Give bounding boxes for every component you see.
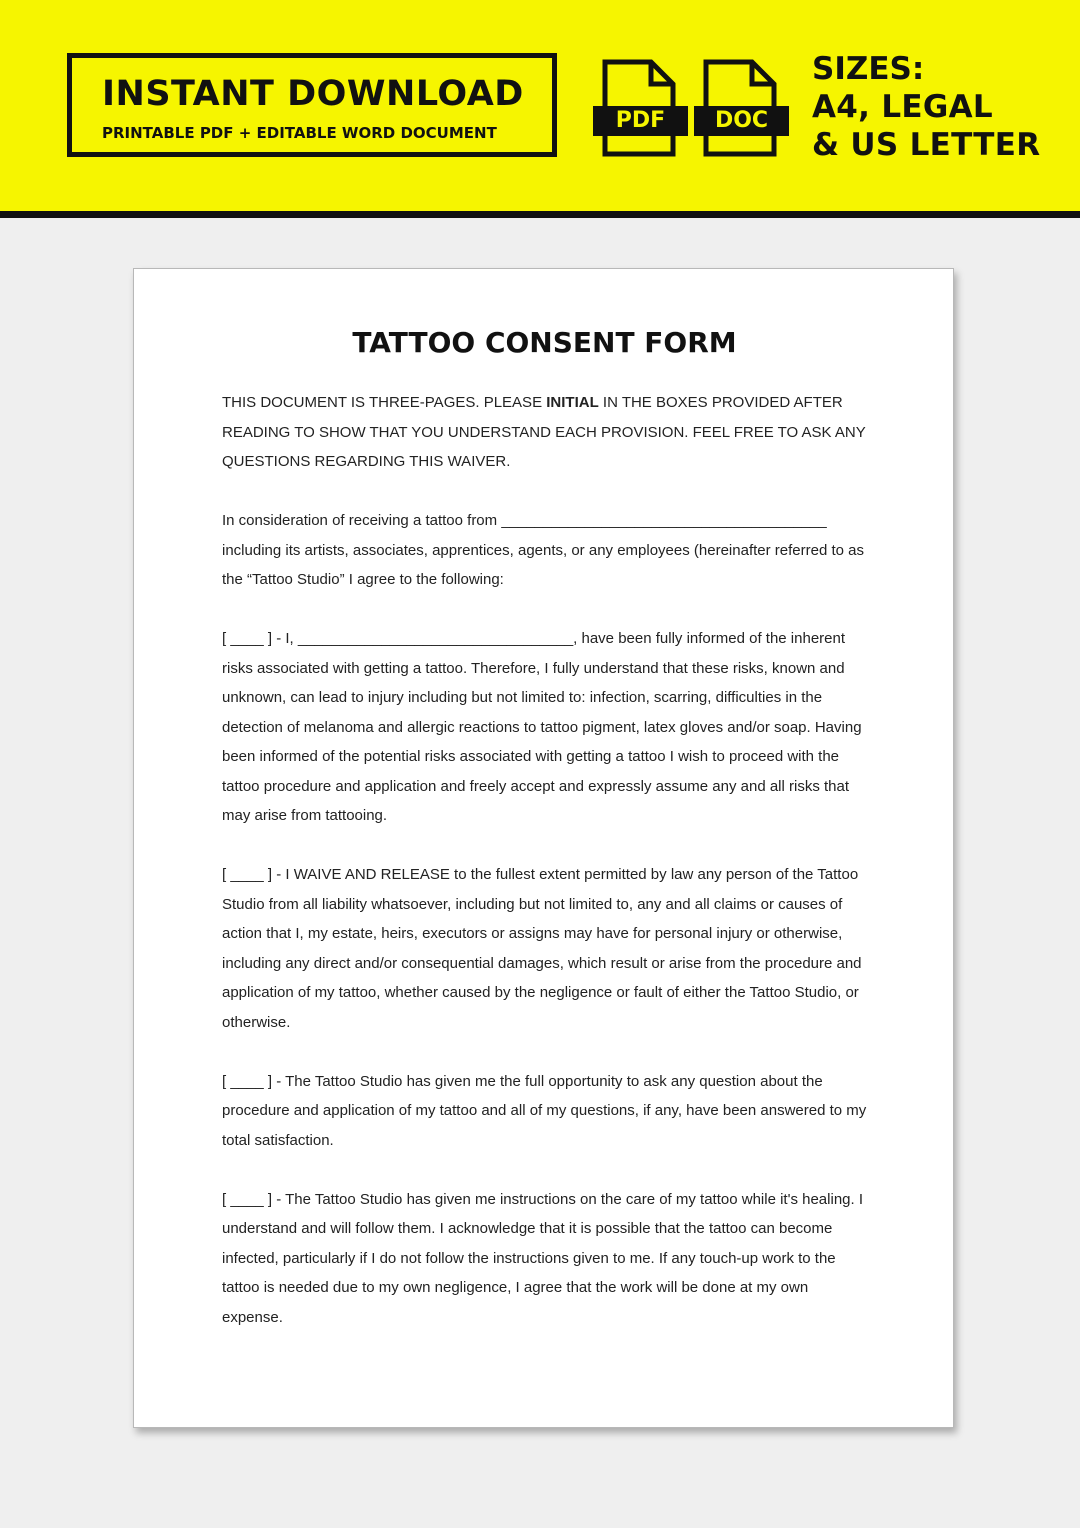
banner-title: INSTANT DOWNLOAD [102, 74, 524, 114]
intro-paragraph [222, 388, 872, 477]
doc-label: DOC [714, 108, 769, 133]
pdf-file-icon [593, 58, 688, 158]
sizes-info [812, 50, 1040, 164]
doc-file-icon [694, 58, 789, 158]
waiver-provision-paragraph: [ ____ ] - I WAIVE AND RELEASE to the fullest extent permitted by law any person of the Tattoo Studio from all liability whatsoever, including but not limited to, any and all claims or causes of action that I, my estate, heirs, executors or assigns may have for personal injury or otherwise, including any direct and/or consequential damages, which result or arise from the procedure and application of my tattoo, whether caused by the negligence or fault of either the Tattoo Studio, or otherwise. [222, 866, 862, 1031]
sizes-line: & US LETTER [812, 127, 1041, 163]
banner-subtitle: PRINTABLE PDF + EDITABLE WORD DOCUMENT [102, 124, 497, 142]
intro-bold-text: INITIAL [546, 394, 599, 411]
document-page [133, 268, 954, 1428]
document-title: TATTOO CONSENT FORM [352, 326, 737, 359]
intro-text: THIS DOCUMENT IS THREE-PAGES. PLEASE [222, 394, 547, 411]
aftercare-provision-paragraph: [ ____ ] - The Tattoo Studio has given me instructions on the care of my tattoo while it's healing. I understand and will follow them. I acknowledge that it is possible that the tattoo can become infected, particularly if I do not follow the instructions given to me. If any touch-up work to the tattoo is needed due to my own negligence, I agree that the work will be done at my own expense. [222, 1190, 864, 1326]
sizes-line: A4, LEGAL [812, 89, 993, 125]
promo-banner [0, 0, 1080, 211]
consideration-paragraph: In consideration of receiving a tattoo from _______________________________________ including its artists, associates, apprentices, agents, or any employees (hereinafter referred to as the “Tattoo Studio” I agree to the following: [222, 512, 864, 588]
intro-text: IN THE BOXES PROVIDED AFTER READING TO SHOW THAT YOU UNDERSTAND EACH PROVISION. FEEL FREE TO ASK ANY QUESTIONS REGARDING THIS WAIVER. [222, 394, 866, 470]
document-body [222, 388, 872, 1362]
questions-provision-paragraph: [ ____ ] - The Tattoo Studio has given me the full opportunity to ask any question about the procedure and application of my tattoo and all of my questions, if any, have been answered to my total satisfaction. [222, 1072, 867, 1149]
banner-divider [0, 211, 1080, 218]
sizes-title: SIZES: [812, 51, 925, 87]
instant-download-box [67, 53, 557, 157]
pdf-label: PDF [615, 108, 666, 133]
risk-provision-paragraph: [ ____ ] - I, _________________________________, have been fully informed of the inherent risks associated with getting a tattoo. Therefore, I fully understand that these risks, known and unknown, can lead to injury including but not limited to: infection, scarring, difficulties in the detection of melanoma and allergic reactions to tattoo pigment, latex gloves and/or soap. Having been informed of the potential risks associated with getting a tattoo I wish to proceed with the tattoo procedure and application and freely accept and expressly assume any and all risks that may arise from tattooing. [222, 630, 862, 824]
